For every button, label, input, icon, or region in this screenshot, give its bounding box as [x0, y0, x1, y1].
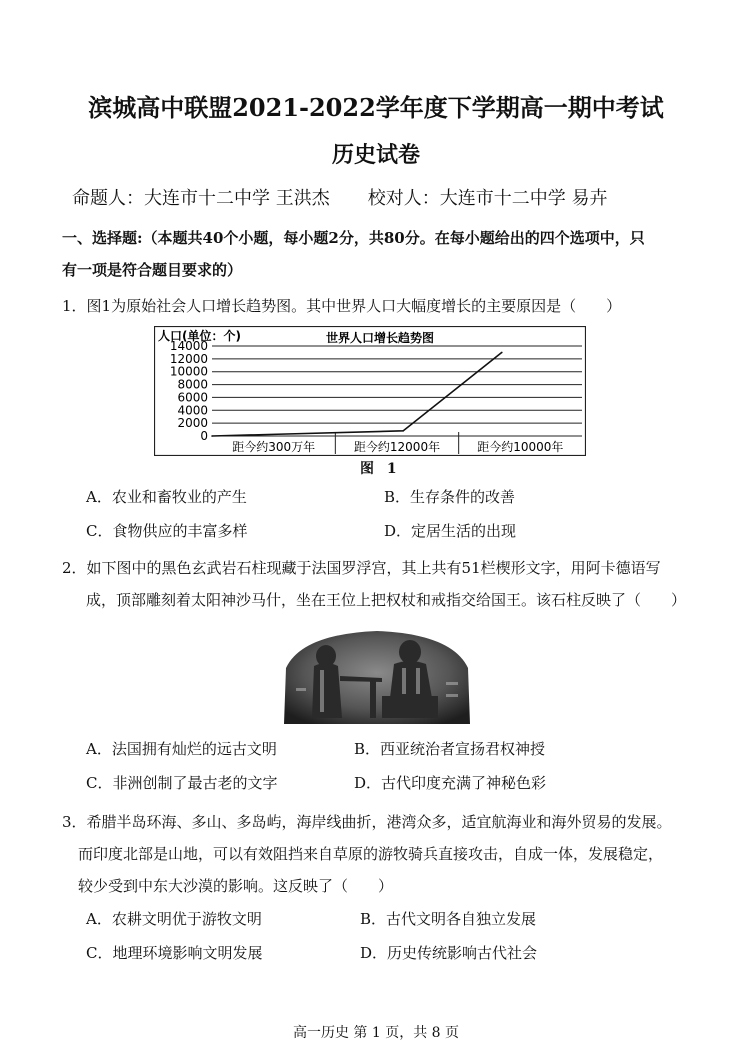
y-tick-label-3: 6000 [177, 390, 208, 405]
q3-option-a[interactable]: A．农耕文明优于游牧文明 [86, 910, 262, 928]
q2-option-c[interactable]: C．非洲创制了最古老的文字 [86, 774, 278, 792]
author-line [72, 184, 607, 210]
y-tick-label-2: 4000 [177, 403, 208, 418]
section-heading: 一、选择题:（本题共40个小题，每小题2分，共80分。在每小题给出的四个选项中，只 [62, 229, 645, 247]
y-tick-label-4: 8000 [177, 377, 208, 392]
series-point-0-1 [402, 430, 404, 432]
question-2-line2: 成，顶部雕刻着太阳神沙马什，坐在王位上把权杖和戒指交给国王。该石柱反映了（ ） [86, 591, 687, 609]
q2-option-a[interactable]: A．法国拥有灿烂的远古文明 [86, 740, 277, 758]
q2-option-b[interactable]: B．西亚统治者宣扬君权神授 [354, 740, 546, 758]
y-tick-label-6: 12000 [169, 351, 208, 366]
q1-option-b[interactable]: B．生存条件的改善 [384, 488, 516, 506]
section-heading-cont: 有一项是符合题目要求的） [62, 261, 243, 279]
figure-1-label: 图 1 [360, 461, 401, 477]
reviewer-text: 校对人：大连市十二中学 易卉 [367, 188, 608, 209]
question-3-line2: 而印度北部是山地，可以有效阻挡来自草原的游牧骑兵直接攻击，自成一体，发展稳定， [78, 845, 664, 863]
q3-option-b[interactable]: B．古代文明各自独立发展 [360, 910, 537, 928]
q1-option-a[interactable]: A．农业和畜牧业的产生 [86, 488, 247, 506]
y-tick-label-0: 0 [200, 429, 208, 443]
population-chart [154, 326, 586, 456]
q3-option-d[interactable]: D．历史传统影响古代社会 [360, 944, 538, 962]
x-tick-label-1: 距今约12000年 [353, 440, 441, 454]
chart-title: 世界人口增长趋势图 [326, 331, 435, 345]
question-1-stem: 1．图1为原始社会人口增长趋势图。其中世界人口大幅度增长的主要原因是（ ） [62, 297, 622, 315]
y-tick-label-7: 14000 [169, 339, 208, 353]
y-tick-label-5: 10000 [169, 364, 208, 379]
q1-option-d[interactable]: D．定居生活的出现 [384, 522, 517, 540]
exam-subtitle: 历史试卷 [331, 142, 420, 168]
question-3-line1: 3．希腊半岛环海、多山、多岛屿，海岸线曲折，港湾众多，适宜航海业和海外贸易的发展。 [62, 813, 672, 831]
y-tick-label-1: 2000 [177, 416, 208, 431]
x-tick-label-2: 距今约10000年 [477, 440, 564, 454]
page-footer: 高一历史 第 1 页，共 8 页 [292, 1025, 460, 1041]
question-2-line1: 2．如下图中的黑色玄武岩石柱现藏于法国罗浮宫，其上共有51栏楔形文字，用阿卡德语写 [62, 559, 661, 577]
q3-option-c[interactable]: C．地理环境影响文明发展 [86, 944, 263, 962]
stele-body [284, 631, 470, 724]
exam-title: 滨城高中联盟2021-2022学年度下学期高一期中考试 [88, 93, 664, 122]
x-tick-label-0: 距今约300万年 [232, 440, 316, 454]
chart-ylabel: 人口(单位：个) [158, 329, 241, 343]
question-3-line3: 较少受到中东大沙漠的影响。这反映了（ ） [78, 877, 394, 895]
basalt-stele-image [282, 628, 472, 724]
q2-option-d[interactable]: D．古代印度充满了神秘色彩 [354, 774, 547, 792]
author-text: 命题人：大连市十二中学 王洪杰 [72, 188, 330, 209]
series-point-0-2 [501, 352, 503, 354]
q1-option-c[interactable]: C．食物供应的丰富多样 [86, 522, 248, 540]
series-point-0-0 [211, 435, 213, 437]
